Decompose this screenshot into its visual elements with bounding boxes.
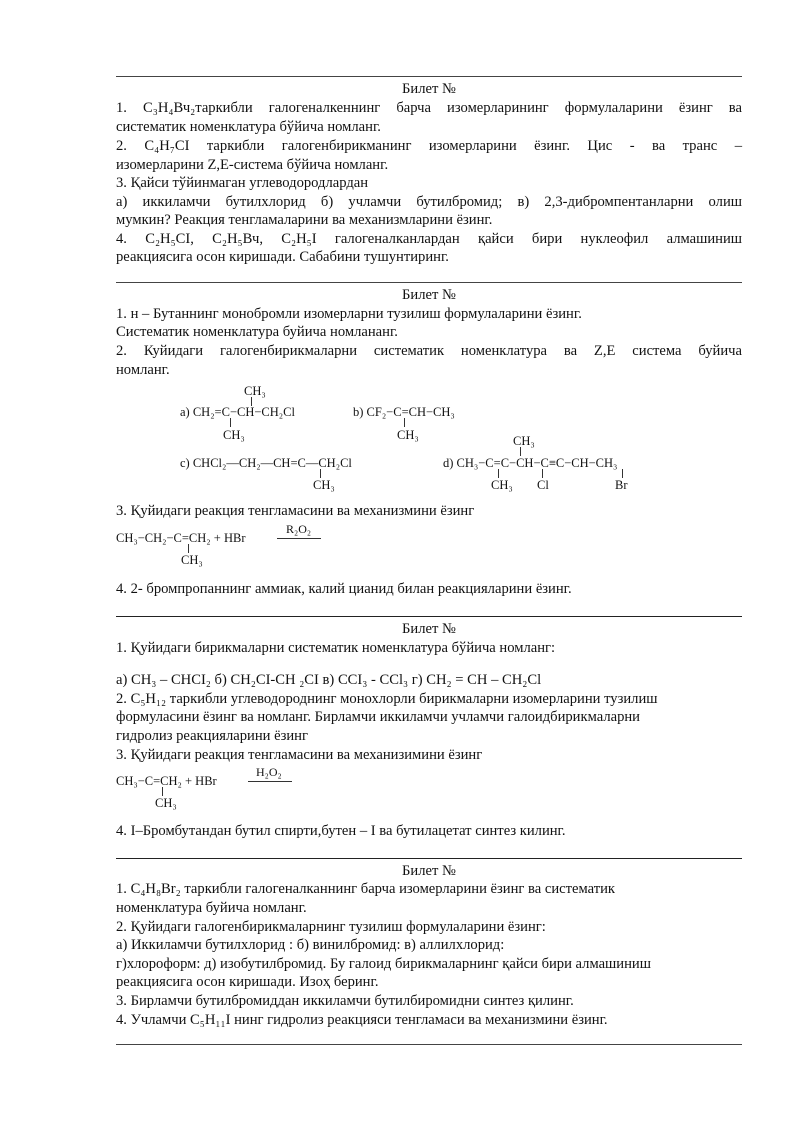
ticket-3-line: а) CH₃ – CHCI₂ б) CH₂CI-CH ₂CI в) CCI₃ - CCl₃ г) CH₂ = CH – CH₂Cl (116, 672, 542, 688)
ticket-4-line: 4. Учламчи C₅H₁₁I нинг гидролиз реакцияси тенгламаси ва механизмини ёзинг. (116, 1012, 608, 1028)
ticket-3-title: Билет № (402, 621, 456, 637)
divider (116, 616, 742, 617)
bond-line (230, 418, 231, 427)
formula-a-substituent-bottom: CH₃ (223, 428, 245, 442)
ticket-4-line: 1. C₄H₈Br₂ таркибли галогеналканнинг барча изомерларини ёзинг ва систематик (116, 881, 615, 897)
ticket-1-line: 2. C₄H₇CI таркибли галогенбирикманинг изомерларини ёзинг. Цис - ва транс – (116, 138, 742, 154)
bond-line (404, 418, 405, 427)
ticket-2-line: 3. Қуйидаги реакция тенгламасини ва механизмини ёзинг (116, 503, 475, 519)
bond-line (188, 544, 189, 553)
bond-line (162, 787, 163, 796)
formula-c: c) CHCl₂—CH₂—CH=C—CH₂Cl (180, 456, 352, 470)
ticket-1-line: а) иккиламчи бутилхлорид б) учламчи бутилбромид; в) 2,3-дибромпентанларни олиш (116, 194, 742, 210)
reaction-equation: CH₃−C=CH₂ + HBr (116, 774, 217, 788)
ticket-3-line: 1. Қуйидаги бирикмаларни систематик номенклатура бўйича номланг: (116, 640, 556, 656)
ticket-1-line: 3. Қайси тўйинмаган углеводородлардан (116, 175, 369, 191)
ticket-3-line: гидролиз реакцияларини ёзинг (116, 728, 308, 744)
formula-d-substituent-bottom: Cl (537, 478, 549, 492)
formula-c-substituent-bottom: CH₃ (313, 478, 335, 492)
ticket-3-line: формуласини ёзинг ва номланг. Бирламчи иккиламчи учламчи галоидбирикмаларни (116, 709, 640, 725)
reaction-arrow (248, 781, 292, 782)
ticket-4-line: а) Иккиламчи бутилхлорид : б) винилбромид: в) аллилхлорид: (116, 937, 505, 953)
reaction-arrow (277, 538, 321, 539)
ticket-1-line: мумкин? Реакция тенгламаларини ва механизмларини ёзинг. (116, 212, 493, 228)
bond-line (622, 469, 623, 478)
ticket-4-title: Билет № (402, 863, 456, 879)
formula-b-substituent-bottom: CH₃ (397, 428, 419, 442)
ticket-2-line: 1. н – Бутаннинг монобромли изомерларни тузилиш формулаларини ёзинг. (116, 306, 582, 322)
reaction-condition: R₂O₂ (286, 522, 312, 536)
formula-a: a) CH₂=C−CH−CH₂Cl (180, 405, 295, 419)
reaction-substituent-bottom: CH₃ (181, 553, 203, 567)
formula-d-substituent-top: CH₃ (513, 434, 535, 448)
divider (116, 282, 742, 283)
formula-b: b) CF₂−C=CH−CH₃ (353, 405, 455, 419)
divider (116, 1044, 742, 1045)
ticket-1-line: реакциясига осон киришади. Сабабини тушунтиринг. (116, 249, 449, 265)
ticket-4-line: номенклатура буйича номланг. (116, 900, 307, 916)
ticket-4-line: г)хлороформ: д) изобутилбромид. Бу галоид бирикмаларнинг қайси бири алмашиниш (116, 956, 651, 972)
ticket-2-line: номланг. (116, 362, 170, 378)
ticket-3-line: 2. C₅H₁₂ таркибли углеводороднинг монохлорли бирикмаларни изомерларини тузилиш (116, 691, 658, 707)
ticket-4-line: реакциясига осон киришади. Изоҳ беринг. (116, 974, 379, 990)
bond-line (320, 469, 321, 478)
reaction-substituent-bottom: CH₃ (155, 796, 177, 810)
ticket-1-line: 1. C₃H₄Вч₂таркибли галогеналкеннинг барча изомерларининг формулаларини ёзинг ва (116, 100, 742, 116)
ticket-2-line: Систематик номенклатура буйича номлананг. (116, 324, 398, 340)
ticket-1-line: систематик номенклатура бўйича номланг. (116, 119, 381, 135)
ticket-3-line: 3. Қуйидаги реакция тенгламасини ва механизимини ёзинг (116, 747, 483, 763)
formula-d-substituent-bottom: Br (615, 478, 628, 492)
formula-d: d) CH₃−C=C−CH−C≡C−CH−CH₃ (443, 456, 618, 470)
bond-line (542, 469, 543, 478)
reaction-equation: CH₃−CH₂−C=CH₂ + HBr (116, 531, 246, 545)
reaction-condition: H₂O₂ (256, 765, 282, 779)
bond-line (498, 469, 499, 478)
formula-d-substituent-bottom: CH₃ (491, 478, 513, 492)
ticket-1-line: изомерларини Z,E-система бўйича номланг. (116, 157, 389, 173)
divider (116, 76, 742, 77)
ticket-2-title: Билет № (402, 287, 456, 303)
bond-line (520, 447, 521, 456)
divider (116, 858, 742, 859)
ticket-4-line: 3. Бирламчи бутилбромиддан иккиламчи бутилбиромидни синтез қилинг. (116, 993, 574, 1009)
ticket-4-line: 2. Қуйидаги галогенбирикмаларнинг тузилиш формулаларини ёзинг: (116, 919, 546, 935)
ticket-1-title: Билет № (402, 81, 456, 97)
ticket-3-line: 4. I–Бромбутандан бутил спирти,бутен – I ва бутилацетат синтез килинг. (116, 823, 566, 839)
ticket-2-line: 4. 2- бромпропаннинг аммиак, калий цианид билан реакцияларини ёзинг. (116, 581, 572, 597)
formula-a-substituent-top: CH₃ (244, 384, 266, 398)
ticket-2-line: 2. Куйидаги галогенбирикмаларни систематик номенклатура ва Z,E система буйича (116, 343, 742, 359)
ticket-1-line: 4. C₂H₅CI, C₂H₅Вч, C₂H₅I галогеналканлардан қайси бири нуклеофил алмашиниш (116, 231, 742, 247)
